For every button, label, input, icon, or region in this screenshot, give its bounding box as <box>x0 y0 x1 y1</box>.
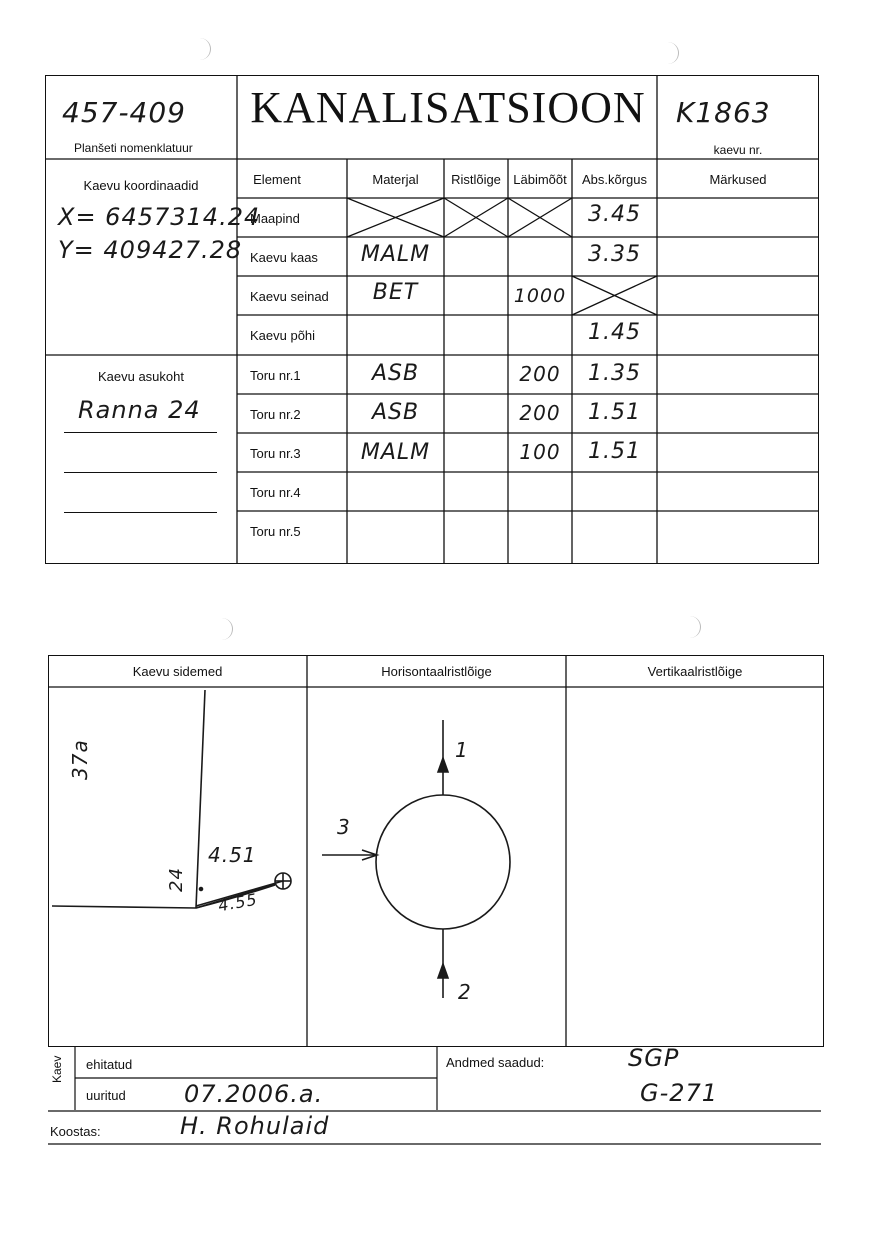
location-line <box>64 432 217 433</box>
tie-corner-label: 24 <box>166 867 187 892</box>
well-section-label: Kaev <box>50 1055 64 1083</box>
built-label: ehitatud <box>86 1057 133 1072</box>
author-label: Koostas: <box>50 1124 101 1139</box>
table-row-label: Toru nr.4 <box>250 485 301 500</box>
cell-material: MALM <box>360 440 431 465</box>
cell-material: ASB <box>371 361 420 386</box>
cell-abs-height: 1.51 <box>588 400 641 425</box>
coordinate-x: X= 6457314.24 <box>58 203 261 231</box>
cell-diameter: 100 <box>519 440 561 464</box>
col-header-abs-height: Abs.kõrgus <box>581 172 648 187</box>
data-source-label: Andmed saadud: <box>446 1055 545 1070</box>
tie-building-label: 37a <box>68 739 92 780</box>
data-source-value: SGP <box>628 1044 680 1072</box>
cell-abs-height: 1.51 <box>588 439 641 464</box>
col-header-material: Materjal <box>372 172 419 187</box>
cell-abs-height: 1.35 <box>588 361 641 386</box>
cell-diameter: 200 <box>519 401 561 425</box>
table-row-label: Toru nr.3 <box>250 446 301 461</box>
table-row-label: Toru nr.1 <box>250 368 301 383</box>
tie-distance-upper: 4.51 <box>208 843 257 867</box>
location-label: Kaevu asukoht <box>97 369 184 384</box>
nomenclature-label: Planšeti nomenklatuur <box>74 141 193 155</box>
pipe-1-label: 1 <box>455 738 469 762</box>
cell-diameter: 200 <box>519 362 561 386</box>
col-header-element: Element <box>253 172 301 187</box>
well-number-value: K1863 <box>676 96 771 129</box>
table-row-label: Kaevu seinad <box>250 289 329 304</box>
cell-abs-height: 3.45 <box>588 202 641 227</box>
col-header-notes: Märkused <box>709 172 767 187</box>
table-row-label: Kaevu põhi <box>250 328 316 343</box>
cell-material: MALM <box>360 242 431 267</box>
well-number-label: kaevu nr. <box>713 143 763 157</box>
table-row-label: Toru nr.5 <box>250 524 301 539</box>
vertical-section-title: Vertikaalristlõige <box>647 664 743 679</box>
tie-distance-lower: 4.55 <box>216 889 259 916</box>
pipe-2-label: 2 <box>458 980 472 1004</box>
col-header-crosssection: Ristlõige <box>451 172 501 187</box>
data-source-code: G-271 <box>640 1079 719 1107</box>
page-title: KANALISATSIOON <box>250 83 646 132</box>
author-signature: H. Rohulaid <box>180 1112 330 1140</box>
surveyed-value: 07.2006.a. <box>184 1080 324 1108</box>
cell-material: BET <box>372 280 419 305</box>
cell-material: ASB <box>371 400 420 425</box>
coordinate-y: Y= 409427.28 <box>58 236 243 264</box>
cell-diameter: 1000 <box>513 285 567 307</box>
table-row-label: Maapind <box>250 211 300 226</box>
horizontal-section-title: Horisontaalristlõige <box>381 664 492 679</box>
horizontal-section-sketch <box>322 720 510 998</box>
table-row-label: Toru nr.2 <box>250 407 301 422</box>
pipe-3-label: 3 <box>337 815 351 839</box>
cell-abs-height: 3.35 <box>588 242 641 267</box>
ties-column-title: Kaevu sidemed <box>132 664 223 679</box>
location-value: Ranna 24 <box>78 396 201 424</box>
table-row-label: Kaevu kaas <box>250 250 318 265</box>
location-line <box>64 512 217 513</box>
col-header-diameter: Läbimõõt <box>513 172 567 187</box>
surveyed-label: uuritud <box>86 1088 126 1103</box>
location-line <box>64 472 217 473</box>
cell-abs-height: 1.45 <box>588 320 641 345</box>
nomenclature-value: 457-409 <box>62 96 186 129</box>
coordinates-label: Kaevu koordinaadid <box>83 178 199 193</box>
